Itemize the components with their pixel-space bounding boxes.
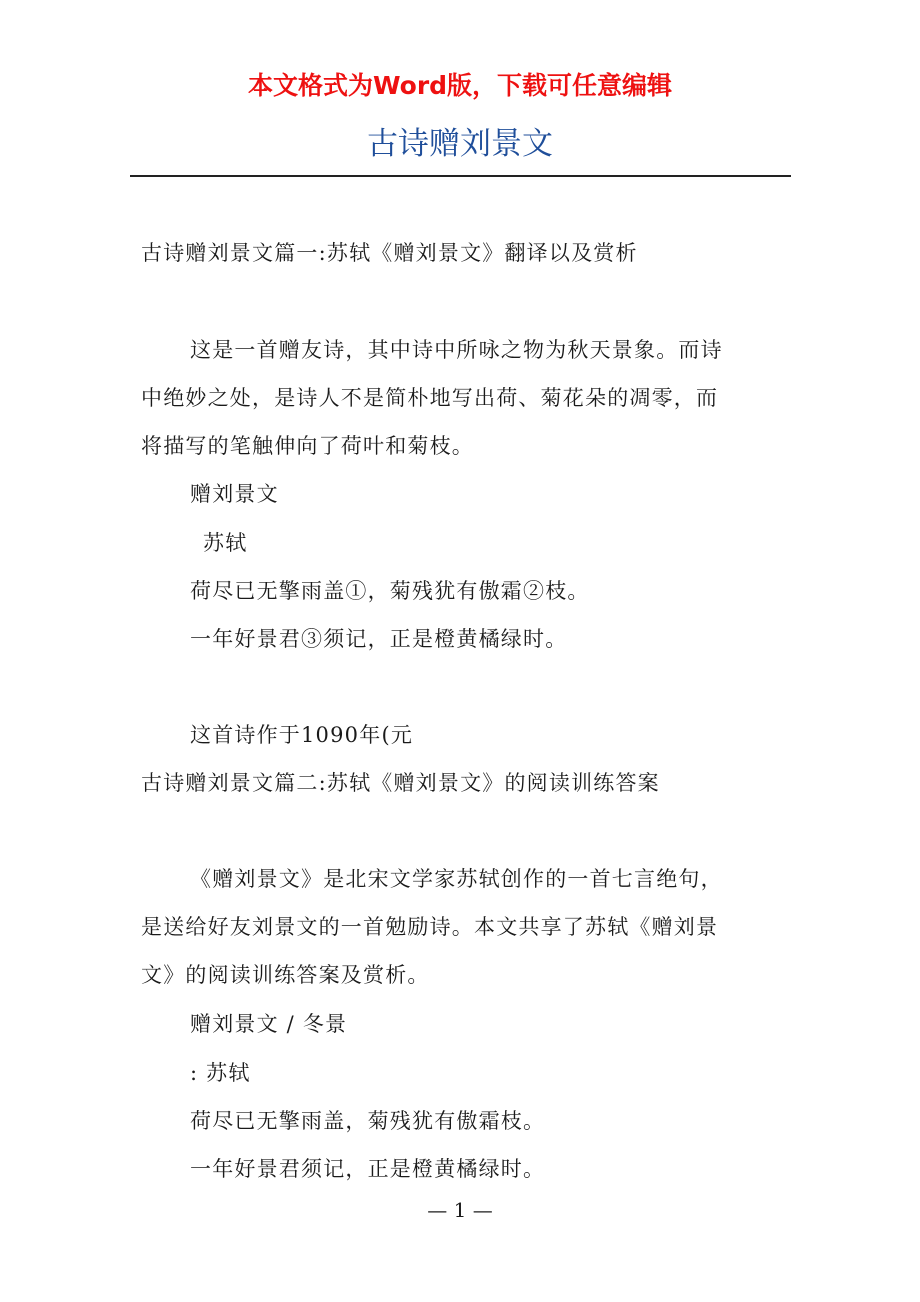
section2-poem-line: 一年好景君须记，正是橙黄橘绿时。 [190, 1157, 546, 1181]
page-number: — 1 — [427, 1198, 493, 1222]
section1-heading: 古诗赠刘景文篇一:苏轼《赠刘景文》翻译以及赏析 [141, 241, 638, 265]
section2-poem-author: : 苏轼 [190, 1061, 251, 1085]
section1-poem-line: 一年好景君③须记，正是橙黄橘绿时。 [190, 627, 568, 651]
section1-poem-author: 苏轼 [203, 531, 248, 555]
section1-note: 这首诗作于1090年(元 [190, 723, 414, 747]
section2-heading: 古诗赠刘景文篇二:苏轼《赠刘景文》的阅读训练答案 [141, 771, 660, 795]
section2-poem-title: 赠刘景文 / 冬景 [190, 1012, 348, 1036]
section1-paragraph-line: 将描写的笔触伸向了荷叶和菊枝。 [141, 434, 474, 458]
section1-poem-title: 赠刘景文 [190, 482, 279, 506]
section2-paragraph-line: 是送给好友刘景文的一首勉励诗。本文共享了苏轼《赠刘景 [141, 915, 719, 939]
format-notice-banner: 本文格式为Word版，下载可任意编辑 [247, 71, 673, 100]
section2-poem-line: 荷尽已无擎雨盖，菊残犹有傲霜枝。 [190, 1109, 546, 1133]
section1-paragraph-line: 中绝妙之处，是诗人不是简朴地写出荷、菊花朵的凋零，而 [141, 386, 719, 410]
title-divider [130, 175, 791, 177]
section2-paragraph-line: 《赠刘景文》是北宋文学家苏轼创作的一首七言绝句， [190, 867, 723, 891]
document-title: 古诗赠刘景文 [367, 126, 553, 162]
section1-paragraph-line: 这是一首赠友诗，其中诗中所咏之物为秋天景象。而诗 [190, 338, 723, 362]
section1-poem-line: 荷尽已无擎雨盖①，菊残犹有傲霜②枝。 [190, 579, 590, 603]
section2-paragraph-line: 文》的阅读训练答案及赏析。 [141, 963, 430, 987]
